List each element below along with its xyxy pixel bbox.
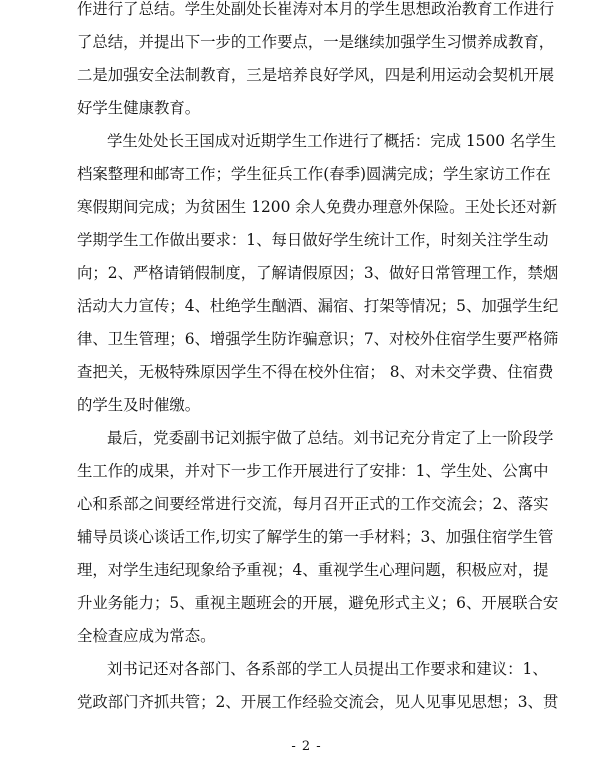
paragraph-3-line-7: 全检查应成为常态。 [77,627,216,645]
paragraph-2-line-3: 寒假期间完成；为贫困生 1200 余人免费办理意外保险。王处长还对新 [77,198,557,216]
paragraph-3-line-2: 生工作的成果，并对下一步工作开展进行了安排：1、学生处、公寓中 [77,462,549,480]
paragraph-4-line-1: 刘书记还对各部门、各系部的学工人员提出工作要求和建议：1、 [107,660,548,678]
paragraph-1-line-2: 了总结，并提出下一步的工作要点，一是继续加强学生习惯养成教育， [77,33,555,51]
paragraph-3-line-6: 升业务能力；5、重视主题班会的开展，避免形式主义；6、开展联合安 [77,594,559,612]
paragraph-1-line-4: 好学生健康教育。 [77,99,201,117]
paragraph-2-line-9: 的学生及时催缴。 [77,396,201,414]
paragraph-2-line-1: 学生处处长王国成对近期学生工作进行了概括：完成 1500 名学生 [107,132,557,150]
paragraph-3-line-3: 心和系部之间要经常进行交流，每月召开正式的工作交流会；2、落实 [77,495,549,513]
paragraph-2-line-6: 活动大力宣传；4、杜绝学生酗酒、漏宿、打架等情况；5、加强学生纪 [77,297,559,315]
paragraph-2-line-8: 查把关，无极特殊原因学生不得在校外住宿； 8、对未交学费、住宿费 [77,363,554,381]
paragraph-3-line-1: 最后，党委副书记刘振宇做了总结。刘书记充分肯定了上一阶段学 [107,429,554,447]
paragraph-3-line-5: 理，对学生违纪现象给予重视；4、重视学生心理问题，积极应对，提 [77,561,549,579]
paragraph-2-line-4: 学期学生工作做出要求：1、每日做好学生统计工作，时刻关注学生动 [77,231,549,249]
paragraph-4-line-2: 党政部门齐抓共管；2、开展工作经验交流会，见人见事见思想；3、贯 [77,693,559,711]
paragraph-2-line-7: 律、卫生管理；6、增强学生防诈骗意识；7、对校外住宿学生要严格筛 [77,330,559,348]
paragraph-1-line-3: 二是加强安全法制教育，三是培养良好学风，四是利用运动会契机开展 [77,66,555,84]
paragraph-2-line-2: 档案整理和邮寄工作；学生征兵工作(春季)圆满完成；学生家访工作在 [77,165,551,183]
page-number: - 2 - [291,739,322,754]
paragraph-1-line-1: 作进行了总结。学生处副处长崔涛对本月的学生思想政治教育工作进行 [77,0,555,18]
paragraph-2-line-5: 向；2、严格请销假制度，了解请假原因；3、做好日常管理工作，禁烟 [77,264,559,282]
paragraph-3-line-4: 辅导员谈心谈话工作,切实了解学生的第一手材料；3、加强住宿学生管 [77,528,554,546]
